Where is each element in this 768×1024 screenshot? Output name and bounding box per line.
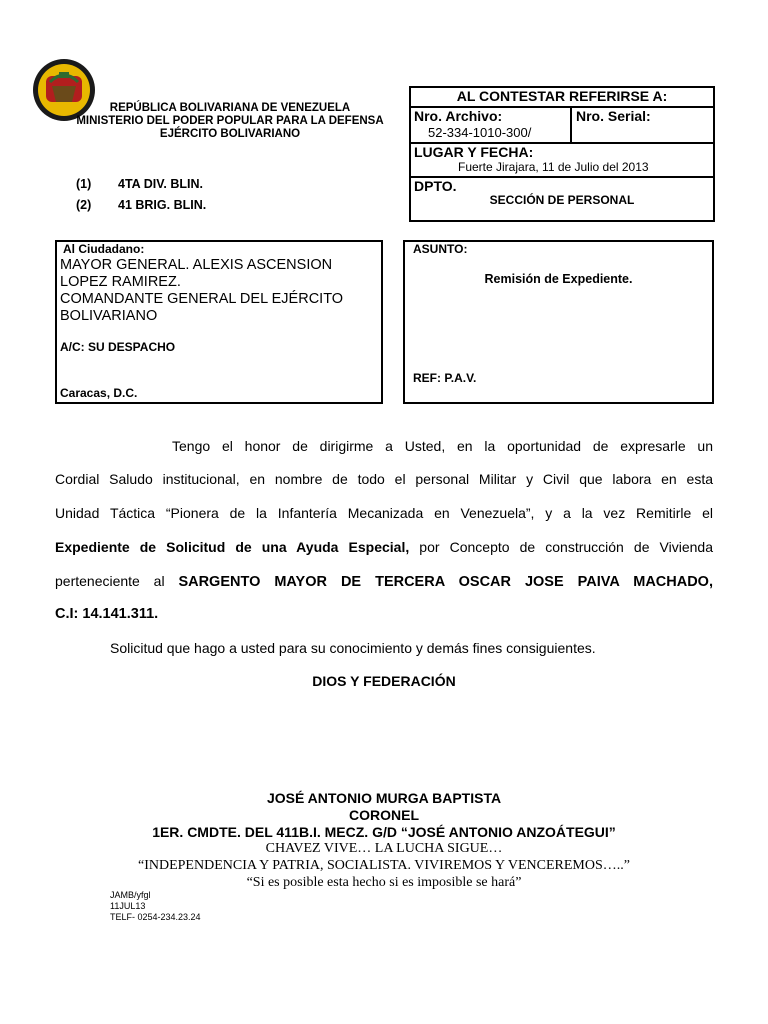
recipient-line-4: BOLIVARIANO (60, 308, 158, 324)
ministry-name: MINISTERIO DEL PODER POPULAR PARA LA DEFENSA (76, 115, 384, 127)
lugar-fecha-value: Fuerte Jirajara, 11 de Julio del 2013 (458, 160, 649, 174)
body-line-5-start: perteneciente al (55, 573, 179, 589)
lugar-fecha-label: LUGAR Y FECHA: (414, 144, 534, 160)
unit-2-number: (2) (76, 198, 92, 212)
dpto-label: DPTO. (414, 178, 457, 194)
body-line-2: Cordial Saludo institucional, en nombre de todo el personal Militar y Civil que labora en esta (55, 471, 713, 487)
army-name: EJÉRCITO BOLIVARIANO (159, 128, 301, 140)
archivo-value: 52-334-1010-300/ (428, 125, 532, 140)
body-line-1: Tengo el honor de dirigirme a Usted, en la oportunidad de expresarle un (172, 438, 713, 454)
unit-2-name: 41 BRIG. BLIN. (118, 198, 207, 212)
subject-ref: REF: P.A.V. (413, 371, 477, 385)
recipient-attention: A/C: SU DESPACHO (60, 340, 176, 354)
reference-title: AL CONTESTAR REFERIRSE A: (456, 88, 668, 104)
body-line-4 (55, 539, 713, 556)
body-bold-expediente: Expediente de Solicitud de una Ayuda Especial, (55, 539, 410, 555)
motto: DIOS Y FEDERACIÓN (312, 673, 456, 689)
recipient-city: Caracas, D.C. (60, 386, 138, 400)
slogan-3: “Si es posible esta hecho si es imposible se hará” (246, 875, 522, 890)
recipient-line-1: MAYOR GENERAL. ALEXIS ASCENSION (60, 257, 333, 273)
subject-label: ASUNTO: (413, 242, 468, 256)
footer-date: 11JUL13 (110, 901, 146, 911)
body-bold-sargento: SARGENTO MAYOR DE TERCERA OSCAR JOSE PAIVA MACHADO, (178, 574, 713, 590)
subject-value: Remisión de Expediente. (484, 272, 633, 286)
signer-post: 1ER. CMDTE. DEL 411B.I. MECZ. G/D “JOSÉ ANTONIO ANZOÁTEGUI” (152, 824, 616, 840)
recipient-line-3: COMANDANTE GENERAL DEL EJÉRCITO (60, 291, 344, 307)
footer-initials: JAMB/yfgl (110, 890, 151, 900)
slogan-1: CHAVEZ VIVE… LA LUCHA SIGUE… (265, 841, 503, 856)
country-name: REPÚBLICA BOLIVARIANA DE VENEZUELA (109, 102, 351, 114)
signer-name: JOSÉ ANTONIO MURGA BAPTISTA (266, 790, 502, 806)
dpto-value: SECCIÓN DE PERSONAL (489, 193, 635, 207)
body-line-4-rest: por Concepto de construcción de Vivienda (409, 539, 713, 555)
footer-phone: TELF- 0254-234.23.24 (110, 912, 201, 922)
signer-rank: CORONEL (349, 807, 419, 823)
divider (570, 106, 572, 143)
body-line-5 (55, 573, 713, 591)
closing-line: Solicitud que hago a usted para su conocimiento y demás fines consiguientes. (110, 640, 596, 656)
unit-1-name: 4TA DIV. BLIN. (118, 177, 203, 191)
recipient-line-2: LOPEZ RAMIREZ. (60, 274, 181, 290)
serial-label: Nro. Serial: (576, 108, 651, 124)
archivo-label: Nro. Archivo: (414, 108, 503, 124)
body-ci: C.I: 14.141.311. (55, 606, 159, 622)
recipient-label: Al Ciudadano: (63, 242, 145, 256)
body-line-3: Unidad Táctica “Pionera de la Infantería Mecanizada en Venezuela”, y a la vez Remitirle el (55, 505, 713, 521)
unit-1-number: (1) (76, 177, 92, 191)
slogan-2: “INDEPENDENCIA Y PATRIA, SOCIALISTA. VIVIREMOS Y VENCEREMOS…..” (137, 858, 630, 873)
